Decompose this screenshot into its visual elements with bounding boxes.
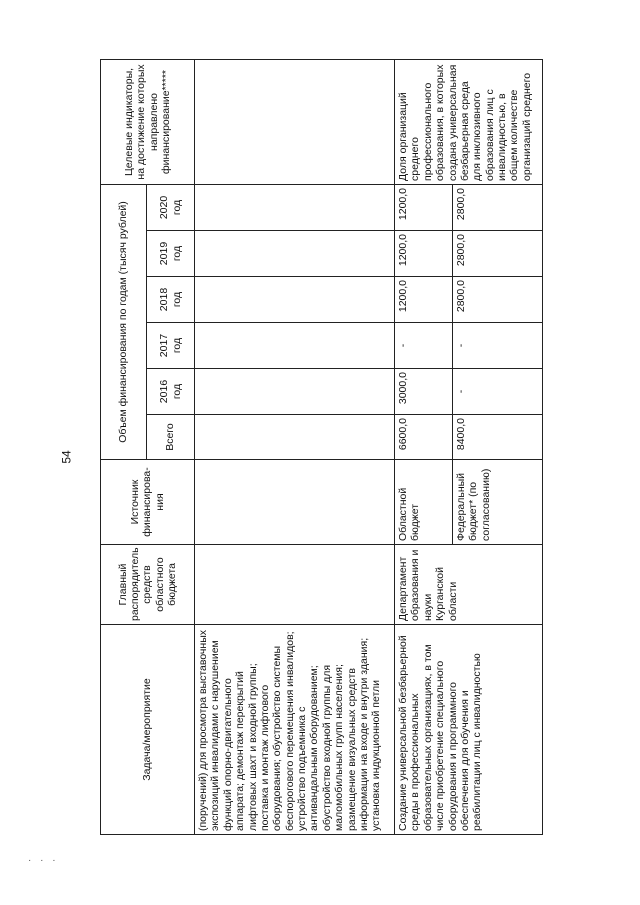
cell-2019 (195, 231, 395, 277)
cell-source (195, 460, 395, 545)
header-indicators: Целевые индикаторы, на достижение которых направлено финансирование***** (101, 59, 195, 184)
cell-2018 (195, 277, 395, 323)
header-2016: 2016 год (147, 369, 195, 415)
cell-indicator: Доля организаций среднего профессионального образования, в которых создана универсальная безбарьерная среда для инклюзивного образования лиц с инвалидностью, в общем количестве организаций среднего (395, 59, 543, 184)
cell-2020 (195, 184, 395, 230)
cell-2018: 2800,0 (453, 277, 543, 323)
cell-indicator (195, 59, 395, 184)
cell-2018: 1200,0 (395, 277, 453, 323)
header-2020: 2020 год (147, 184, 195, 230)
cell-2019: 2800,0 (453, 231, 543, 277)
cell-2020: 2800,0 (453, 184, 543, 230)
header-distributor: Главный распорядитель средств областного бюджета (101, 545, 195, 625)
cell-source: Федеральный бюджет* (по согласованию) (453, 460, 543, 545)
cell-total (195, 415, 395, 460)
header-total: Всего (147, 415, 195, 460)
financing-table (100, 59, 543, 835)
cell-2019: 1200,0 (395, 231, 453, 277)
header-volume: Объем финансирования по годам (тысяч рублей) (101, 184, 147, 459)
page-number: 54 (59, 450, 74, 464)
cell-total: 8400,0 (453, 415, 543, 460)
rotated-table-sheet (100, 60, 600, 835)
cell-2016: - (453, 369, 543, 415)
table-row (195, 59, 395, 834)
cell-2016: 3000,0 (395, 369, 453, 415)
header-task: Задача/мероприятие (101, 625, 195, 835)
cell-2017: - (453, 323, 543, 369)
header-2017: 2017 год (147, 323, 195, 369)
header-2019: 2019 год (147, 231, 195, 277)
header-source: Источник финансирова-ния (101, 460, 195, 545)
cell-2020: 1200,0 (395, 184, 453, 230)
cell-total: 6600,0 (395, 415, 453, 460)
cell-2017 (195, 323, 395, 369)
cell-task: (поручений) для просмотра выставочных экспозиций инвалидами с нарушением функций опорно-двигательного аппарата; демонтаж перекрытий лифтовых шахт и входной группы; поставка и монтаж лифтового оборудования; обустройство системы беспорогового перемещения инвалидов; устройство подъемника с антивандальным оборудованием; обустройство входной группы для маломобильных групп населения; размещение визуальных средств информации на входе и внутри здания; установка индукционной петли (195, 625, 395, 835)
table-row (395, 59, 453, 834)
cell-2016 (195, 369, 395, 415)
scan-marks: · · · (28, 855, 59, 866)
cell-distributor: Департамент образования и науки Курганской области (395, 545, 543, 625)
cell-2017: - (395, 323, 453, 369)
cell-task: Создание универсальной безбарьерной среды в профессиональных образовательных организациях, в том числе приобретение специального оборудования и программного обеспечения для обучения и реабилитации лиц с инвалидностью (395, 625, 543, 835)
cell-distributor (195, 545, 395, 625)
cell-source: Областной бюджет (395, 460, 453, 545)
header-2018: 2018 год (147, 277, 195, 323)
